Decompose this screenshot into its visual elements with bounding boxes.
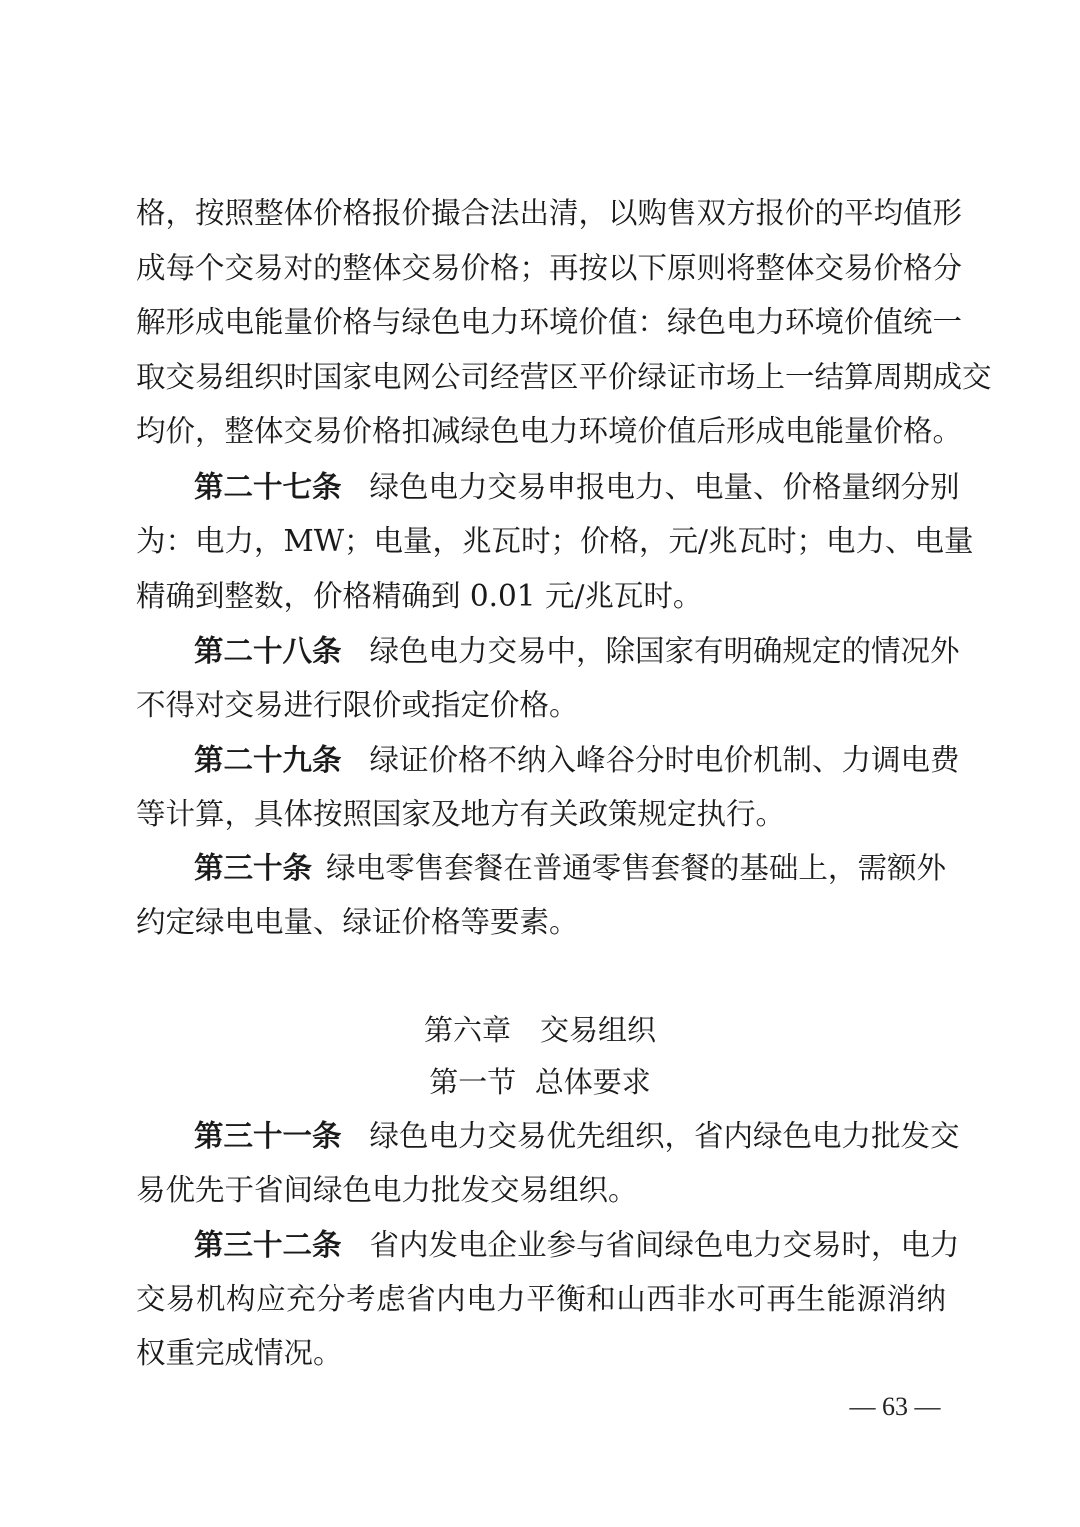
article-label: 第二十七条 [194, 470, 342, 504]
article-label: 第二十九条 [194, 743, 342, 777]
article-label: 第三十一条 [194, 1119, 342, 1153]
paragraph-line: 均价，整体交易价格扣减绿色电力环境价值后形成电能量价格。 [136, 414, 963, 448]
page-number: — 63 — [849, 1392, 941, 1421]
paragraph-line: 约定绿电电量、绿证价格等要素。 [136, 905, 579, 939]
article-32-first-line [194, 1218, 960, 1272]
paragraph-line: 不得对交易进行限价或指定价格。 [136, 688, 579, 722]
article-text: 省内发电企业参与省间绿色电力交易时，电力 [369, 1228, 960, 1262]
article-27-first-line [194, 460, 960, 514]
article-30-first-line [194, 841, 946, 895]
article-label: 第三十条 [194, 851, 313, 885]
paragraph-line: 易优先于省间绿色电力批发交易组织。 [136, 1173, 638, 1207]
article-text: 绿证价格不纳入峰谷分时电价机制、力调电费 [369, 743, 960, 777]
paragraph-line: 交易机构应充分考虑省内电力平衡和山西非水可再生能源消纳 [136, 1282, 946, 1316]
paragraph-line: 格，按照整体价格报价撮合法出清，以购售双方报价的平均值形 [136, 196, 963, 230]
article-text: 绿色电力交易中，除国家有明确规定的情况外 [369, 634, 960, 668]
article-29-first-line [194, 733, 960, 787]
paragraph-line: 取交易组织时国家电网公司经营区平价绿证市场上一结算周期成交 [136, 360, 992, 394]
paragraph-line: 等计算，具体按照国家及地方有关政策规定执行。 [136, 797, 786, 831]
paragraph-line: 解形成电能量价格与绿色电力环境价值：绿色电力环境价值统一 [136, 305, 963, 339]
article-text: 绿色电力交易申报电力、电量、价格量纲分别 [369, 470, 960, 504]
paragraph-line: 精确到整数，价格精确到 0.01 元/兆瓦时。 [136, 579, 703, 613]
article-text: 绿电零售套餐在普通零售套餐的基础上，需额外 [326, 851, 946, 885]
section-heading: 第一节 总体要求 [429, 1065, 651, 1099]
chapter-heading: 第六章 交易组织 [423, 1013, 656, 1047]
article-28-first-line [194, 624, 960, 678]
paragraph-line: 权重完成情况。 [136, 1336, 343, 1370]
article-label: 第三十二条 [194, 1228, 342, 1262]
article-text: 绿色电力交易优先组织，省内绿色电力批发交 [369, 1119, 960, 1153]
paragraph-line: 为：电力，MW；电量，兆瓦时；价格，元/兆瓦时；电力、电量 [136, 524, 974, 558]
paragraph-line: 成每个交易对的整体交易价格；再按以下原则将整体交易价格分 [136, 251, 963, 285]
article-label: 第二十八条 [194, 634, 342, 668]
article-31-first-line [194, 1109, 960, 1163]
